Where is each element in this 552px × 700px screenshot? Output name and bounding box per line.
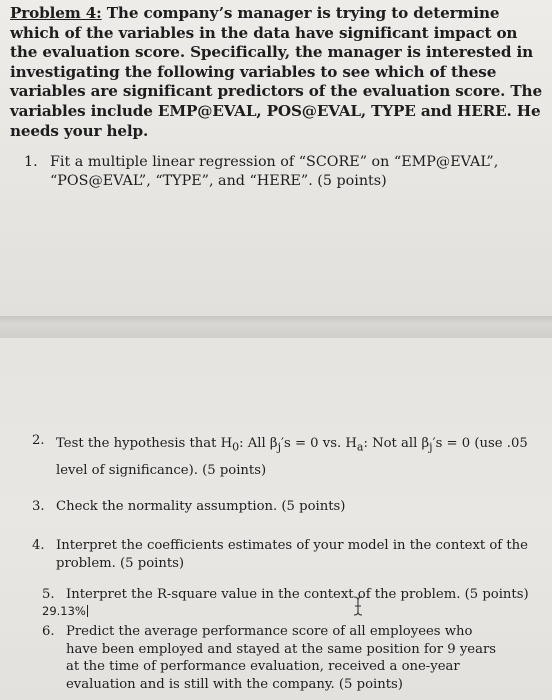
problem-intro [10,4,544,141]
question-text: Test the hypothesis that $H_0$: All $\beta_j's = 0$ vs. $H_a$: Not all $\beta_j's = 0$ (use .05 level of significance). (5 points) [56,436,528,478]
problem-label: Problem 4: [10,4,102,22]
text-cursor-icon [351,596,365,616]
question-number: 6. [42,624,55,639]
question-text: Predict the average performance score of all employees who have been employed and stayed at the same position for 9 years at the time of performance evaluation, received a one-year evaluation and is still with the company. (5 points) [66,624,497,692]
answer-input[interactable] [42,604,88,618]
problem-intro-text: The company’s manager is trying to determine which of the variables in the data have significant impact on the evaluation score. Specifically, the manager is interested in investigating the following variables to see which of these variables are significant predictors of the evaluation score. The variables include EMP@EVAL, POS@EVAL, TYPE and HERE. He needs your help. [10,4,542,140]
question-text: Interpret the R-square value in the context of the problem. (5 points) [66,587,529,602]
page-divider [0,316,552,338]
text-caret [87,605,88,617]
question-number: 4. [32,538,45,553]
question-text: Check the normality assumption. (5 points) [56,499,346,514]
question-number: 5. [42,587,55,602]
answer-value: 29.13% [42,604,86,618]
question-number: 1. [24,154,38,170]
question-text: Interpret the coefficients estimates of your model in the context of the problem. (5 points) [56,538,528,571]
question-number: 3. [32,499,45,514]
question-number: 2. [32,433,45,448]
question-text: Fit a multiple linear regression of “SCORE” on “EMP@EVAL”, “POS@EVAL”, “TYPE”, and “HERE”. (5 points) [50,154,499,189]
